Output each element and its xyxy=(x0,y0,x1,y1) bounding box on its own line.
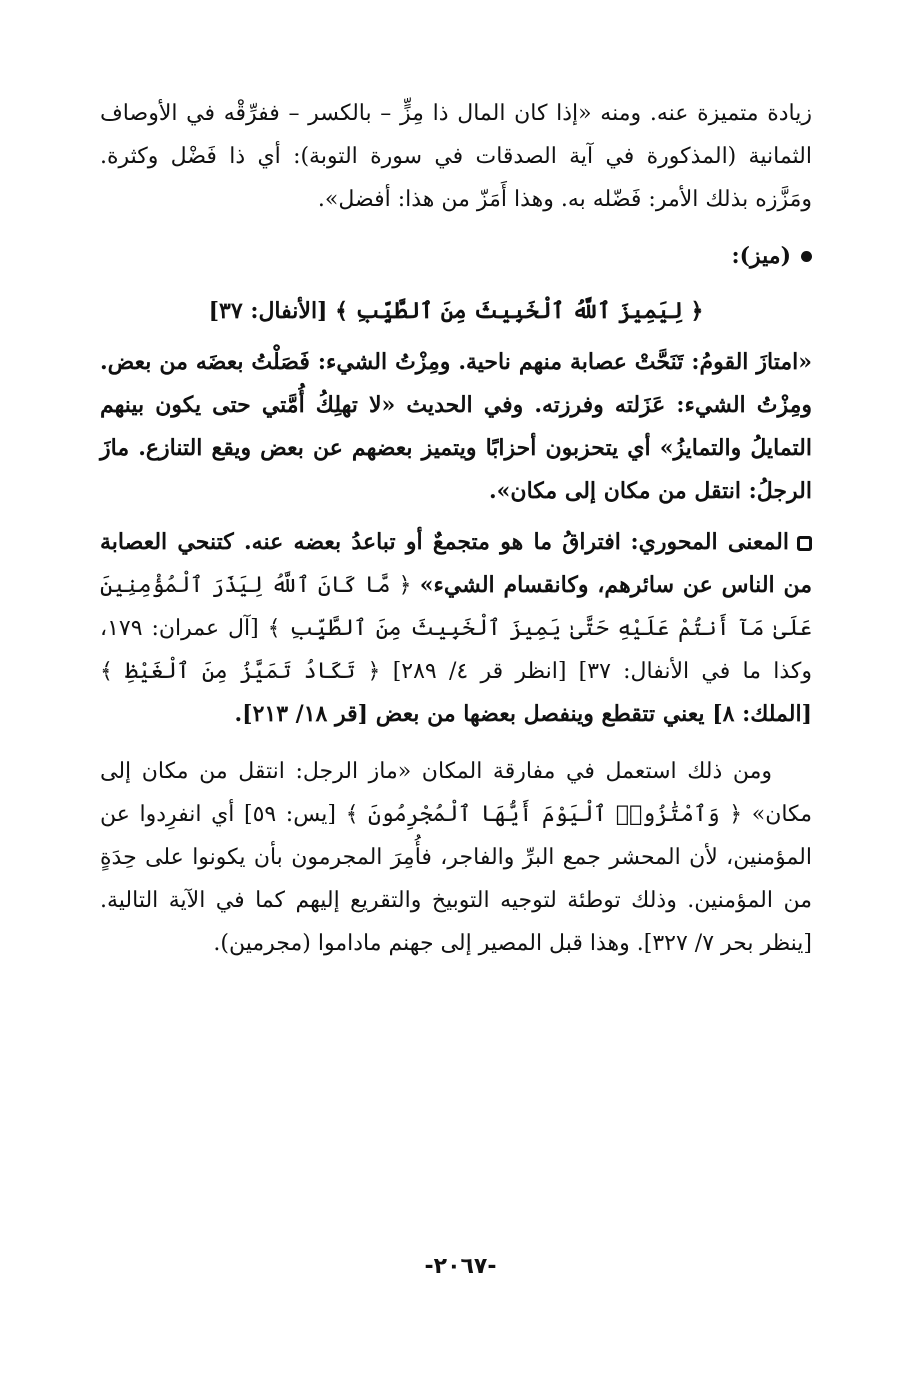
section-heading xyxy=(100,235,812,278)
quran-verse-line xyxy=(100,290,812,333)
paragraph-intro: زيادة متميزة عنه. ومنه «إذا كان المال ذا مِزٍّ – بالكسر – ففرِّقْه في الأوصاف الثمانية (المذكورة في آية الصدقات في سورة التوبة): أي ذا فَضْل وكثرة. ومَزَّزه بذلك الأمر: فَضّله به. وهذا أَمَزّ من هذا: أفضل». xyxy=(100,101,812,212)
paragraph-lexical: «امتازَ القومُ: تَنَحَّتْ عصابة منهم ناحية. ومِزْتُ الشيء: فَصَلْتُ بعضَه من بعض. ومِزْتُ الشيء: عَزَلته وفرزته. وفي الحديث «لا تهلِكُ أُمَّتي حتى يكون بينهم التمايلُ والتمايزُ» أي يتحزبون أحزابًا ويتميز بعضهم عن بعض ويقع التنازع. مازَ الرجلُ: انتقل من مكان إلى مكان». xyxy=(100,349,812,504)
quran-verse: ﴿ لِيَمِيزَ ٱللَّهُ ٱلْخَبِيثَ مِنَ ٱلطَّيِّبِ ﴾ xyxy=(335,298,704,324)
core-meaning-text: افتراقُ ما هو متجمعٌ أو تباعدُ بعضه عنه. كتنحي العصابة من الناس عن سائرهم، وكانقسام الشيء» xyxy=(100,529,812,598)
section-heading-text: (ميز): xyxy=(731,243,791,269)
quran-verse-2: ﴿ تَكَادُ تَمَيَّزُ مِنَ ٱلْغَيْظِ ﴾ xyxy=(100,659,381,684)
core-meaning-label: المعنى المحوري: xyxy=(630,529,789,555)
verse-reference-1: [آل عمران: ١٧٩، وكذا ما في الأنفال: ٣٧] [انظر قر ٤/ ٢٨٩] xyxy=(100,616,813,684)
paragraph-core-meaning xyxy=(100,521,812,736)
page-number: -٢٠٦٧- xyxy=(424,1254,497,1279)
bullet-icon xyxy=(801,251,812,262)
quran-verse-3: ﴿ وَٱمْتَٰزُوا۟ ٱلْيَوْمَ أَيُّهَا ٱلْمُجْرِمُونَ ﴾ xyxy=(345,802,743,827)
verse-reference: [الأنفال: ٣٧] xyxy=(208,298,328,324)
usage-text-after: [يس: ٥٩] أي انفرِدوا عن المؤمنين، لأن المحشر جمع البرِّ والفاجر، فأُمِرَ المجرمون بأن يكونوا على حِدَةٍ من المؤمنين. وذلك توطئة لتوجيه التوبيخ والتقريع إليهم كما في الآية التالية. [ينظر بحر ٧/ ٣٢٧]. وهذا قبل المصير إلى جهنم ماداموا (مجرمين). xyxy=(100,802,812,956)
paragraph-usage xyxy=(100,750,812,965)
page-body xyxy=(100,92,812,965)
square-box-icon xyxy=(797,536,812,551)
quran-verse-1: ﴿ مَّا كَانَ ٱللَّهُ لِيَذَرَ ٱلْمُؤْمِنِينَ عَلَىٰ مَآ أَنتُمْ عَلَيْهِ حَتَّىٰ يَمِيزَ ٱلْخَبِيثَ مِنَ ٱلطَّيِّبِ ﴾ xyxy=(100,573,812,641)
usage-text-before: ومن ذلك استعمل في مفارقة المكان «ماز الرجل: انتقل من مكان إلى مكان» xyxy=(100,759,812,827)
verse-reference-2: [الملك: ٨] يعني تتقطع وينفصل بعضها من بعض [قر ١٨/ ٢١٣]. xyxy=(234,701,812,727)
